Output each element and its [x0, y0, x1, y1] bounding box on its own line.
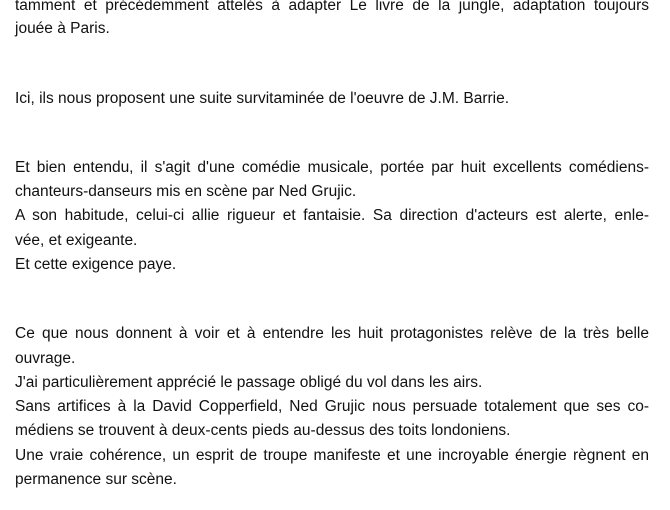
article-line: permanence sur scène. [15, 471, 177, 488]
article-line: ouvrage. [15, 350, 76, 367]
article-line: Et bien entendu, il s'agit d'une comédie musicale, portée par huit excellents comédiens- [15, 159, 649, 176]
article-line: Ici, ils nous proposent une suite survitaminée de l'oeuvre de J.M. Barrie. [15, 90, 510, 107]
article-line: A son habitude, celui-ci allie rigueur et fantaisie. Sa direction d'acteurs est alerte, enle- [15, 207, 649, 224]
article-line: Ce que nous donnent à voir et à entendre les huit protagonistes relève de la très belle [15, 325, 649, 342]
article-line: Une vraie cohérence, un esprit de troupe manifeste et une incroyable énergie règnent en [15, 447, 649, 464]
article-line: Sans artifices à la David Copperfield, Ned Grujic nous persuade totalement que ses co- [15, 398, 649, 415]
article-line: jouée à Paris. [15, 20, 110, 37]
article-line: J'ai particulièrement apprécié le passage obligé du vol dans les airs. [15, 374, 483, 391]
article-line: médiens se trouvent à deux-cents pieds au-dessus des toits londoniens. [15, 422, 511, 439]
article-line: Et cette exigence paye. [15, 256, 177, 273]
article-line: chanteurs-danseurs mis en scène par Ned Grujic. [15, 183, 357, 200]
article-line: tamment et précédemment attelés à adapter Le livre de la jungle, adaptation toujours [15, 0, 649, 14]
article-line: vée, et exigeante. [15, 232, 138, 249]
